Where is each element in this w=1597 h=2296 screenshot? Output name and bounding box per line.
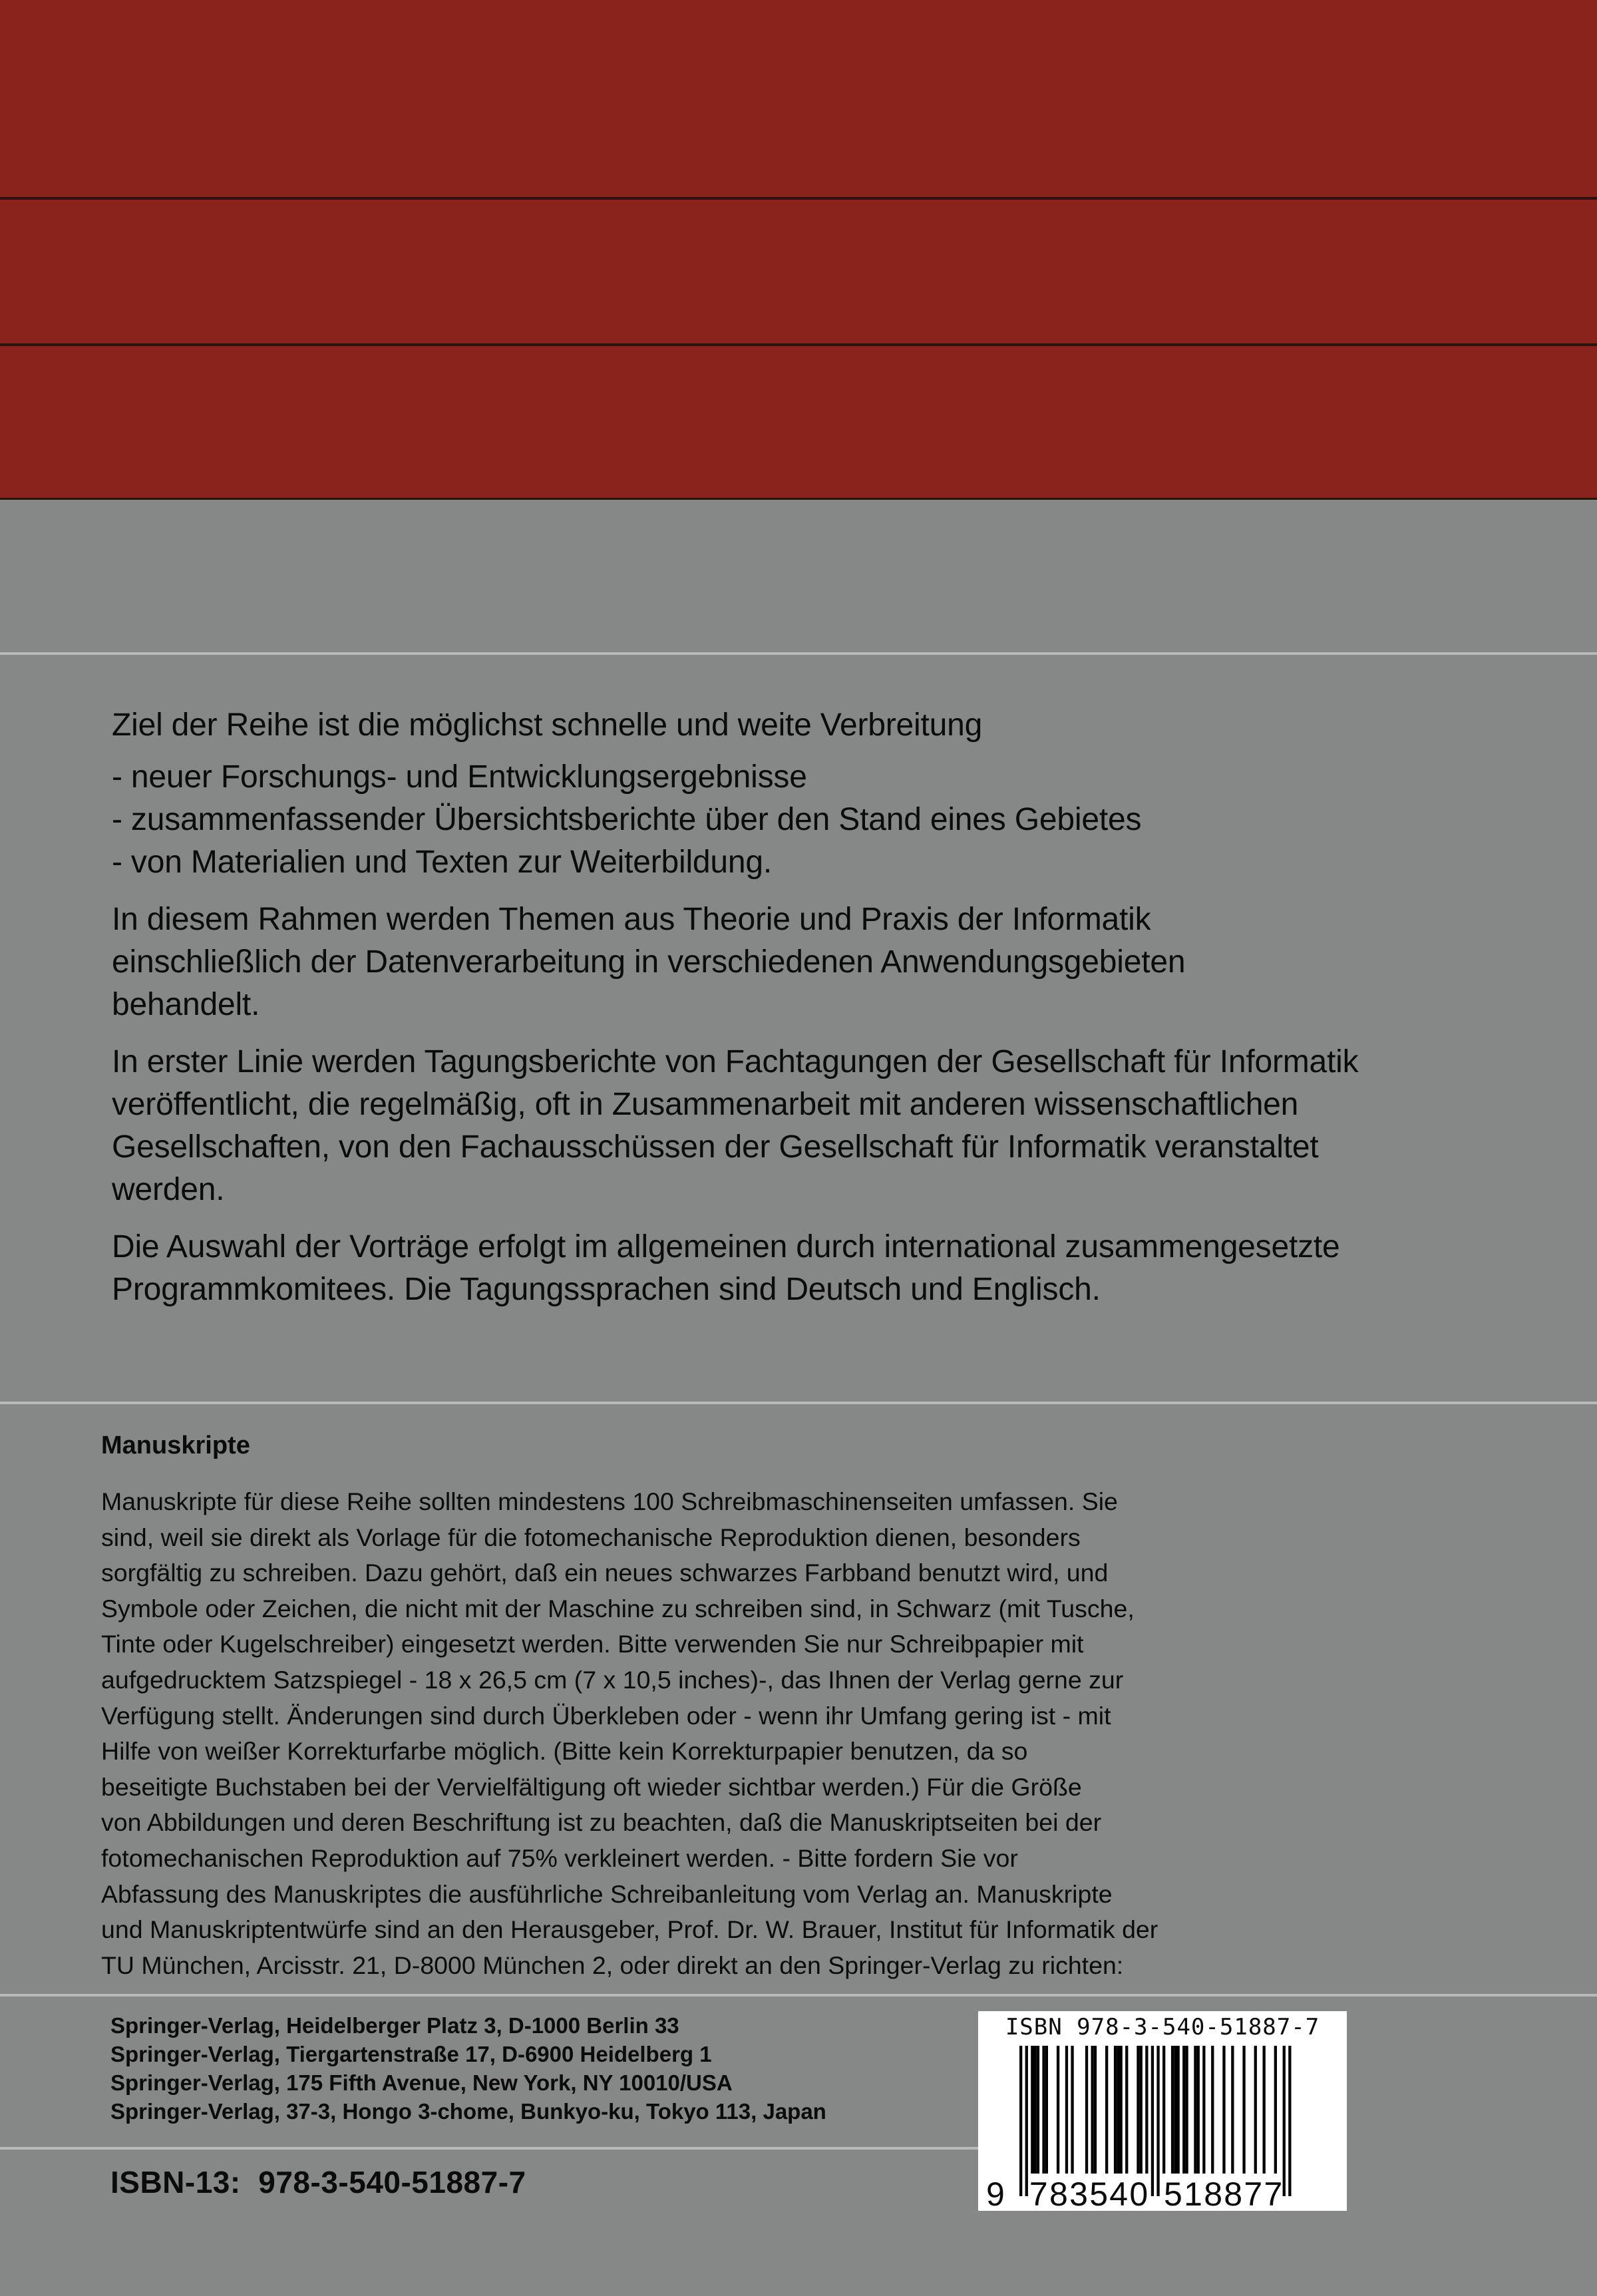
publisher-address: Springer-Verlag, Tiergartenstraße 17, D-6900 Heidelberg 1: [110, 2042, 712, 2066]
publisher-addresses: [110, 2011, 826, 2126]
manuscripts-section: [101, 1426, 1432, 1983]
barcode-bar: [1125, 2046, 1128, 2174]
barcode-bar: [1137, 2046, 1139, 2174]
manuscripts-line: sorgfältig zu schreiben. Dazu gehört, daß ein neues schwarzes Farbband benutzt wird, und: [101, 1559, 1109, 1587]
manuscripts-line: Abfassung des Manuskriptes die ausführliche Schreibanleitung vom Verlag an. Manuskripte: [101, 1879, 1113, 1908]
section-divider-manuscripts: [0, 1402, 1597, 1404]
barcode-bar: [1171, 2046, 1174, 2174]
barcode-digit: 5: [1089, 2176, 1108, 2213]
barcode-digit: 9: [986, 2176, 1005, 2213]
barcode-bar: [1174, 2046, 1176, 2174]
barcode-bar: [1065, 2046, 1068, 2174]
barcode-bar: [1263, 2046, 1266, 2174]
barcode-bar: [1045, 2046, 1048, 2174]
barcode-bar: [1071, 2046, 1073, 2174]
section-divider-isbn: [0, 2147, 978, 2150]
barcode-bar: [1194, 2046, 1196, 2174]
barcode-digit: 8: [1049, 2176, 1068, 2213]
barcode-bar: [1288, 2046, 1291, 2196]
publisher-address: Springer-Verlag, Heidelberger Platz 3, D-1000 Berlin 33: [110, 2013, 679, 2038]
barcode-bar: [1222, 2046, 1225, 2174]
barcode-bar: [1042, 2046, 1045, 2174]
manuscripts-body: [101, 1484, 1432, 1983]
barcode-bar: [1156, 2046, 1159, 2196]
series-selection-paragraph: Die Auswahl der Vorträge erfolgt im allgemeinen durch international zusammengesetzte Programmkomitees. Die Tagungssprachen sind Deutsch und Englisch.: [112, 1229, 1340, 1307]
series-lead: Ziel der Reihe ist die möglichst schnelle und weite Verbreitung: [112, 707, 983, 743]
barcode-bar: [1162, 2046, 1165, 2174]
barcode-digit: 7: [1029, 2176, 1048, 2213]
manuscripts-heading: Manuskripte: [101, 1432, 250, 1459]
publisher-address: Springer-Verlag, 175 Fifth Avenue, New York, NY 10010/USA: [110, 2070, 733, 2095]
barcode-bar: [1117, 2046, 1119, 2174]
barcode-bar: [1031, 2046, 1033, 2174]
cover-red-band: [0, 0, 1597, 499]
barcode-bar: [1211, 2046, 1214, 2174]
barcode-bar: [1105, 2046, 1108, 2174]
barcode-bar: [1274, 2046, 1277, 2174]
barcode-bar: [1231, 2046, 1234, 2174]
barcode-digit: 5: [1164, 2176, 1182, 2213]
manuscripts-line: fotomechanischen Reproduktion auf 75% verkleinert werden. - Bitte fordern Sie vor: [101, 1843, 1018, 1872]
manuscripts-line: sind, weil sie direkt als Vorlage für die fotomechanische Reproduktion dienen, besonders: [101, 1523, 1081, 1551]
manuscripts-line: und Manuskriptentwürfe sind an den Herausgeber, Prof. Dr. W. Brauer, Institut für Informatik der: [101, 1915, 1158, 1944]
manuscripts-line: von Abbildungen und deren Beschriftung ist zu beachten, daß die Manuskriptseiten bei der: [101, 1808, 1102, 1837]
barcode-bar: [1094, 2046, 1097, 2174]
barcode-bar: [1283, 2046, 1286, 2196]
barcode-bar: [1140, 2046, 1143, 2174]
series-scope-paragraph: In diesem Rahmen werden Themen aus Theorie und Praxis der Informatik einschließlich der Datenverarbeitung in verschiedenen Anwendungsgebieten behandelt.: [112, 902, 1186, 1022]
manuscripts-line: Manuskripte für diese Reihe sollten mindestens 100 Schreibmaschinenseiten umfassen. Sie: [101, 1487, 1118, 1515]
publisher-address: Springer-Verlag, 37-3, Hongo 3-chome, Bunkyo-ku, Tokyo 113, Japan: [110, 2099, 826, 2124]
red-band-divider-1: [0, 197, 1597, 200]
barcode-bar: [1182, 2046, 1185, 2174]
barcode-bar: [1057, 2046, 1059, 2174]
barcode-bar: [1025, 2046, 1028, 2196]
barcode-bar: [1019, 2046, 1022, 2196]
barcode-bar: [1197, 2046, 1200, 2174]
series-goal-item: - von Materialien und Texten zur Weiterbildung.: [112, 845, 773, 880]
barcode-bar: [1177, 2046, 1180, 2174]
barcode-digit: 3: [1069, 2176, 1088, 2213]
barcode-bar: [1151, 2046, 1154, 2196]
barcode-bar: [1085, 2046, 1088, 2174]
barcode-bar: [1185, 2046, 1188, 2174]
barcode-bar: [1242, 2046, 1245, 2174]
red-band-bottom-edge: [0, 498, 1597, 500]
manuscripts-line: Tinte oder Kugelschreiber) eingesetzt werden. Bitte verwenden Sie nur Schreibpapier mit: [101, 1630, 1084, 1658]
barcode-bar: [1145, 2046, 1148, 2174]
manuscripts-line: Verfügung stellt. Änderungen sind durch Überkleben oder - wenn ihr Umfang gering ist - mit: [101, 1701, 1111, 1730]
barcode-digit: 1: [1184, 2176, 1202, 2213]
barcode-bar: [1114, 2046, 1117, 2174]
barcode-isbn-text: ISBN 978-3-540-51887-7: [1005, 2014, 1320, 2040]
barcode-digit: 8: [1224, 2176, 1243, 2213]
series-description: [112, 704, 1476, 1326]
barcode-bar: [1120, 2046, 1123, 2174]
section-divider-addresses: [0, 1994, 1597, 1997]
manuscripts-line: aufgedrucktem Satzspiegel - 18 x 26,5 cm (7 x 10,5 inches)-, das Ihnen der Verlag gerne zur: [101, 1665, 1124, 1694]
barcode-bar: [1091, 2046, 1094, 2174]
barcode-digit: 4: [1109, 2176, 1129, 2213]
manuscripts-line: beseitigte Buchstaben bei der Vervielfältigung oft wieder sichtbar werden.) Für die Größe: [101, 1772, 1082, 1801]
barcode-bar: [1202, 2046, 1205, 2174]
series-goal-item: - zusammenfassender Übersichtsberichte über den Stand eines Gebietes: [112, 802, 1142, 837]
section-divider-top: [0, 652, 1597, 655]
series-proceedings-paragraph: In erster Linie werden Tagungsberichte von Fachtagungen der Gesellschaft für Informatik veröffentlicht, die regelmäßig, oft in Zusammenarbeit mit anderen wissenschaftlichen Gesellschaften, von den Fachausschüssen der Gesellschaft für Informatik veranstaltet werden.: [112, 1044, 1359, 1207]
red-band-divider-2: [0, 343, 1597, 346]
barcode-bar: [1037, 2046, 1039, 2174]
barcode-digit: 7: [1264, 2176, 1283, 2213]
barcode-bar: [1254, 2046, 1257, 2174]
series-goals-list: [112, 756, 1476, 884]
barcode-digit: 0: [1129, 2176, 1149, 2213]
manuscripts-line: Symbole oder Zeichen, die nicht mit der Maschine zu schreiben sind, in Schwarz (mit Tusche,: [101, 1594, 1135, 1623]
barcode-bar: [1034, 2046, 1037, 2174]
manuscripts-line: Hilfe von weißer Korrekturfarbe möglich. (Bitte kein Korrekturpapier benutzen, da so: [101, 1737, 1028, 1766]
isbn-barcode: [978, 2011, 1347, 2211]
barcode-digit: 8: [1204, 2176, 1222, 2213]
manuscripts-line: TU München, Arcisstr. 21, D-8000 München 2, oder direkt an den Springer-Verlag zu richten:: [101, 1951, 1124, 1979]
series-goal-item: - neuer Forschungs- und Entwicklungsergebnisse: [112, 759, 807, 795]
barcode-digit: 7: [1244, 2176, 1263, 2213]
isbn-13: ISBN-13: 978-3-540-51887-7: [110, 2165, 526, 2200]
